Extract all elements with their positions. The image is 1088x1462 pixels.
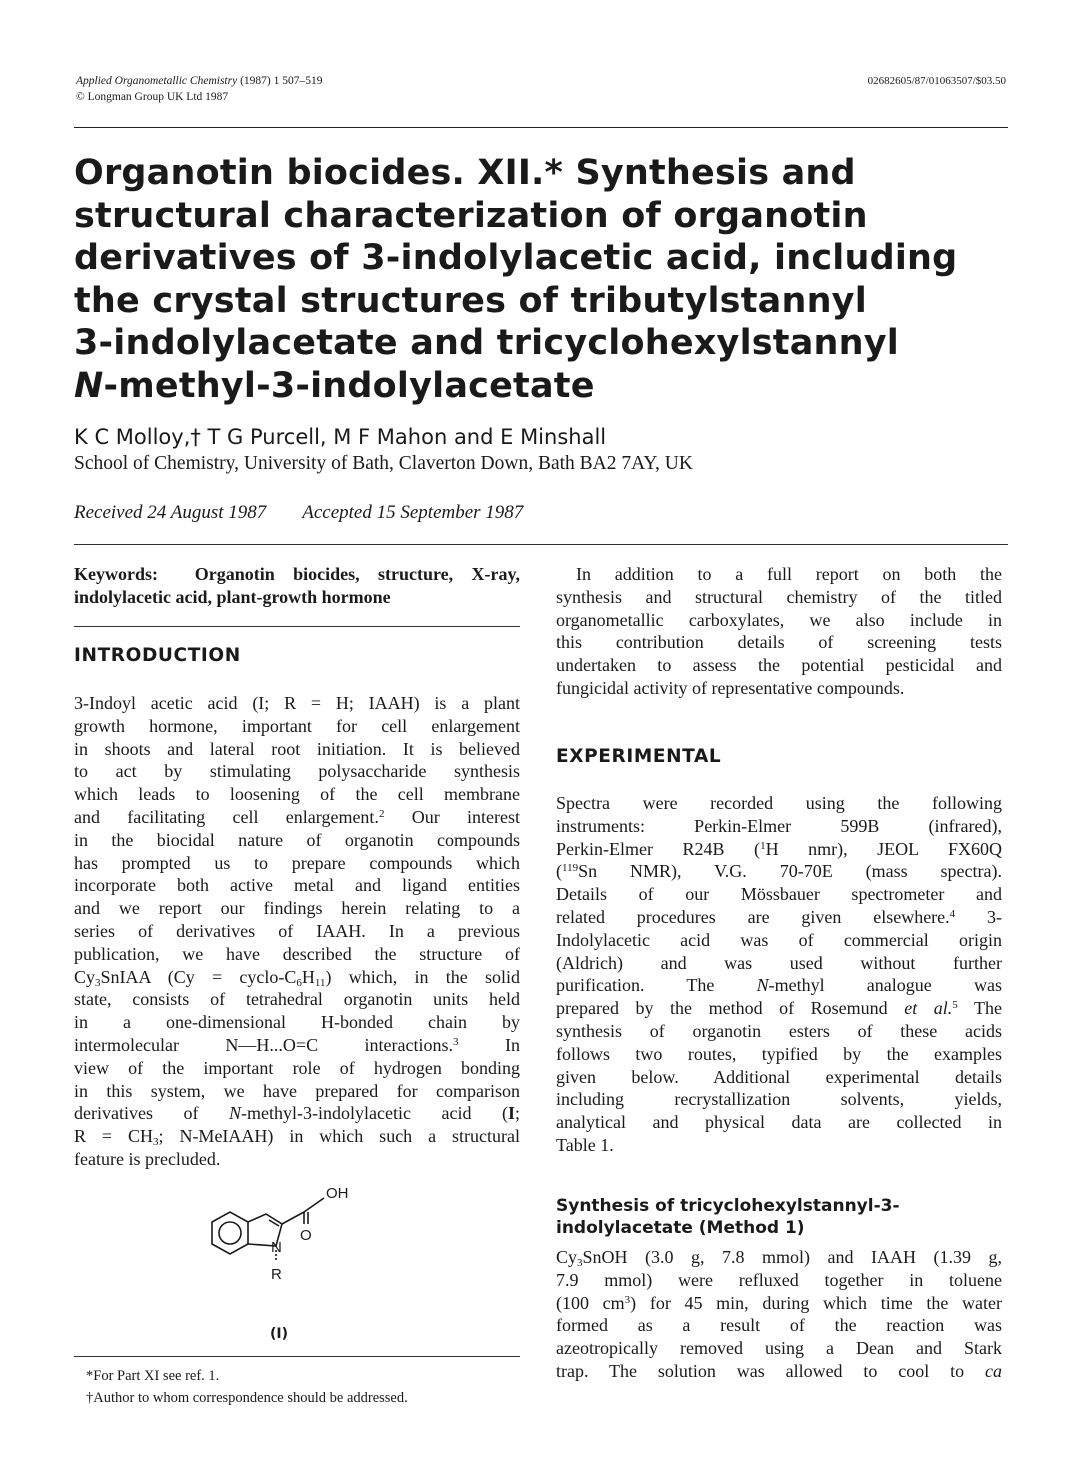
text-line: fungicidal activity of representative compounds. (556, 677, 905, 698)
subsection-line: indolylacetate (Method 1) (556, 1218, 805, 1238)
text-line: publication, we have described the structure of (74, 943, 520, 964)
text-line: (Aldrich) and was used without further (556, 952, 1002, 973)
text-line (556, 974, 1002, 997)
text-line: growth hormone, important for cell enlargement (74, 715, 520, 736)
text-fragment: derivatives of (74, 1103, 199, 1124)
right-intro-paragraph (556, 563, 1002, 700)
title-line: 3-indolylacetate and tricyclohexylstannyl (74, 323, 899, 364)
running-header-left (76, 73, 323, 105)
footnote-part-xi: *For Part XI see ref. 1. (86, 1368, 220, 1384)
title-italic-n: N (74, 365, 104, 406)
text-line: in a one-dimensional H-bonded chain by (74, 1012, 520, 1033)
text-fragment: (100 cm (556, 1292, 625, 1313)
text-line: given below. Additional experimental details (556, 1066, 1002, 1087)
text-line (556, 1292, 1002, 1315)
text-fragment: ) for 45 min, during which time the water (630, 1292, 1002, 1313)
received-date: Received 24 August 1987 (74, 502, 267, 523)
text-fragment: and facilitating cell enlargement. (74, 806, 379, 827)
text-line (556, 997, 1002, 1020)
keywords-line: indolylacetic acid, plant-growth hormone (74, 586, 391, 607)
text-line: to act by stimulating polysaccharide synthesis (74, 761, 520, 782)
reference-superscript: 3 (453, 1035, 459, 1048)
footnote-rule (74, 1356, 520, 1357)
title-line (74, 365, 1014, 408)
superscript: 3 (624, 1293, 631, 1306)
text-line: 3-Indoyl acetic acid (I; R = H; IAAH) is a plant (74, 693, 520, 713)
text-line: azeotropically removed using a Dean and Stark (556, 1338, 1002, 1359)
text-line: incorporate both active metal and ligand entities (74, 875, 520, 896)
text-fragment: 3- (955, 906, 1002, 927)
carboxyl-bond (304, 1198, 324, 1212)
text-fragment: H (301, 966, 315, 987)
text-fragment: Sn NMR), V.G. 70-70E (mass spectra). (578, 861, 1002, 882)
text-fragment: Cy (556, 1247, 578, 1267)
text-fragment: Our interest (384, 806, 520, 827)
text-line (556, 906, 1002, 929)
text-line: feature is precluded. (74, 1148, 221, 1169)
journal-name: Applied Organometallic Chemistry (76, 75, 238, 87)
text-line: analytical and physical data are collected in (556, 1112, 1002, 1133)
text-line: view of the important role of hydrogen bonding (74, 1057, 520, 1078)
text-line (74, 806, 520, 829)
title-line: structural characterization of organotin (74, 195, 868, 236)
reference-superscript: 5 (952, 999, 958, 1012)
text-fragment: R = CH (74, 1126, 154, 1147)
compound-label: I (507, 1103, 515, 1124)
introduction-body (74, 692, 520, 1171)
section-heading-experimental: EXPERIMENTAL (556, 746, 722, 767)
text-line (556, 1246, 1002, 1269)
text-line: Details of our Mössbauer spectrometer and (556, 884, 1002, 905)
text-line: In addition to a full report on both the (576, 564, 1002, 584)
text-fragment: intermolecular N—H...O=C interactions. (74, 1034, 454, 1055)
text-line: has prompted us to prepare compounds which (74, 852, 520, 873)
accepted-date: Accepted 15 September 1987 (302, 502, 524, 523)
text-fragment: In (458, 1034, 520, 1055)
text-line (74, 966, 520, 989)
structure-label: (I) (270, 1326, 289, 1342)
r-label: R (271, 1266, 282, 1283)
text-fragment: ) which, in the solid (325, 966, 520, 987)
subscript: 11 (314, 976, 326, 989)
subscript: 3 (95, 976, 101, 989)
keywords-label: Keywords: (74, 564, 158, 584)
text-line: instruments: Perkin-Elmer 599B (infrared), (556, 815, 1002, 836)
keywords (74, 563, 520, 609)
text-line: Table 1. (556, 1134, 614, 1155)
text-line: in the biocidal nature of organotin compounds (74, 829, 520, 850)
title-line-rest: -methyl-3-indolylacetate (103, 365, 595, 406)
text-fragment: purification. The (556, 975, 757, 996)
keywords-text: Organotin biocides, structure, X-ray, (194, 564, 520, 584)
text-line: synthesis of organotin esters of these acids (556, 1020, 1002, 1041)
text-line: 7.9 mmol) were refluxed together in toluene (556, 1269, 1002, 1290)
text-line: and we report our findings herein relating to a (74, 898, 520, 919)
oh-label: OH (326, 1185, 349, 1202)
text-line: series of derivatives of IAAH. In a previous (74, 920, 520, 941)
benzene-ring (212, 1212, 248, 1254)
text-line: which leads to loosening of the cell membrane (74, 784, 520, 805)
text-fragment: Cy (74, 966, 96, 987)
experimental-body (556, 792, 1002, 1157)
title-line: the crystal structures of tributylstannyl (74, 280, 867, 321)
dates-rule (74, 544, 1008, 545)
subscript: 6 (296, 976, 302, 989)
italic-et-al: et al. (904, 998, 953, 1019)
text-line (556, 860, 1002, 883)
text-fragment: SnIAA (Cy = cyclo-C (100, 966, 297, 987)
indolylacetic-acid-structure (200, 1180, 400, 1340)
text-fragment: ; (514, 1103, 520, 1124)
text-line: undertaken to assess the potential pesticidal and (556, 655, 1002, 676)
header-rule (74, 127, 1008, 128)
article-code: 02682605/87/01063507/$03.50 (867, 75, 1006, 87)
keywords-rule (74, 626, 520, 627)
copyright: © Longman Group UK Ltd 1987 (76, 91, 229, 103)
text-line: including recrystallization solvents, yields, (556, 1089, 1002, 1110)
superscript: 1 (760, 839, 766, 852)
text-fragment: The (957, 998, 1002, 1019)
ch2-bond (282, 1212, 304, 1224)
authors: K C Molloy,† T G Purcell, M F Mahon and E Minshall (74, 425, 607, 449)
text-line: this contribution details of screening tests (556, 632, 1002, 653)
text-line: follows two routes, typified by the examples (556, 1043, 1002, 1064)
superscript: 119 (562, 862, 579, 875)
text-line: Spectra were recorded using the following (556, 793, 1002, 813)
text-line: in this system, we have prepared for comparison (74, 1080, 520, 1101)
text-fragment: H nmr), JEOL FX60Q (765, 838, 1002, 859)
text-line (556, 838, 1002, 861)
italic-n: N (756, 975, 769, 996)
affiliation: School of Chemistry, University of Bath, Claverton Down, Bath BA2 7AY, UK (74, 453, 693, 474)
text-fragment: -methyl-3-indolylacetic acid ( (241, 1103, 508, 1124)
text-line (74, 1102, 520, 1125)
journal-info: (1987) 1 507–519 (237, 75, 323, 87)
title-line: Organotin biocides. XII.* Synthesis and (74, 153, 856, 193)
text-fragment: Perkin-Elmer R24B ( (556, 838, 761, 859)
method1-body (556, 1246, 1002, 1383)
italic-n: N (229, 1103, 242, 1124)
article-title (74, 152, 1014, 408)
text-line: in shoots and lateral root initiation. It is believed (74, 738, 520, 759)
text-fragment: ; N-MeIAAH) in which such a structural (158, 1126, 520, 1147)
footnote-correspondence: †Author to whom correspondence should be addressed. (86, 1390, 408, 1406)
subsection-heading-method1 (556, 1195, 1002, 1239)
subsection-line: Synthesis of tricyclohexylstannyl-3- (556, 1196, 900, 1216)
text-line (556, 1360, 1002, 1383)
text-line: organometallic carboxylates, we also include in (556, 609, 1002, 630)
title-line: derivatives of 3-indolylacetic acid, including (74, 238, 958, 279)
n-label: N (271, 1239, 282, 1256)
text-fragment: trap. The solution was allowed to cool to (556, 1360, 985, 1381)
subscript: 3 (153, 1136, 159, 1148)
text-fragment: ( (556, 861, 562, 882)
text-line (74, 1034, 520, 1057)
aromatic-circle (219, 1222, 241, 1244)
text-line: Indolylacetic acid was of commercial origin (556, 929, 1002, 950)
o-label: O (300, 1227, 312, 1244)
keywords-line (74, 563, 520, 586)
text-fragment: SnOH (3.0 g, 7.8 mmol) and IAAH (1.39 g, (582, 1247, 1002, 1267)
text-line: formed as a result of the reaction was (556, 1315, 1002, 1336)
reference-superscript: 4 (949, 907, 956, 920)
italic-ca: ca (985, 1360, 1002, 1381)
text-line: synthesis and structural chemistry of the titled (556, 586, 1002, 607)
text-line (74, 1125, 520, 1148)
text-line: state, consists of tetrahedral organotin units held (74, 989, 520, 1010)
text-fragment: -methyl analogue was (768, 975, 1002, 996)
section-heading-introduction: INTRODUCTION (74, 645, 241, 666)
subscript: 3 (577, 1257, 583, 1269)
text-fragment: related procedures are given elsewhere. (556, 906, 950, 927)
dates (74, 502, 523, 524)
text-fragment: prepared by the method of Rosemund (556, 998, 905, 1019)
reference-superscript: 2 (378, 807, 385, 820)
